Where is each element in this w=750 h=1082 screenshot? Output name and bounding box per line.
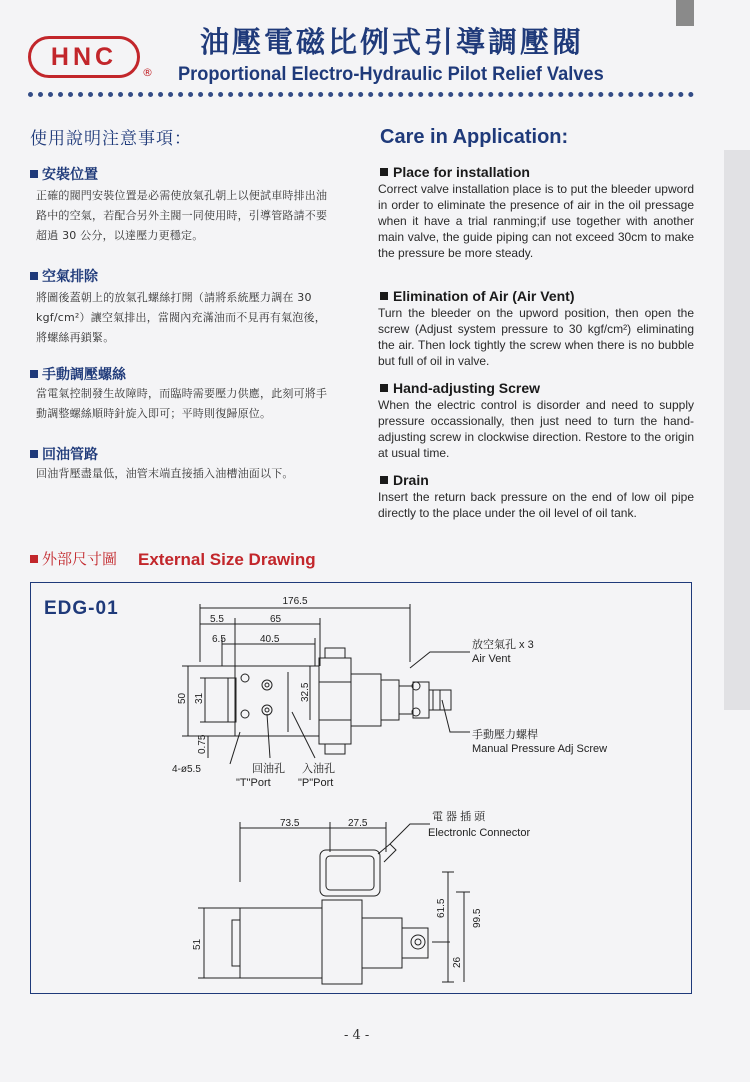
item-title-en: Place for installation <box>380 164 530 180</box>
registered-mark: ® <box>142 66 153 79</box>
page-title-zh: 油壓電磁比例式引導調壓閥 <box>200 25 585 59</box>
item-title-en: Elimination of Air (Air Vent) <box>380 288 575 304</box>
dim-99-5: 99.5 <box>472 908 483 928</box>
hnc-logo: HNC <box>28 36 140 78</box>
page-number: - 4 - <box>344 1028 370 1043</box>
dim-0-75: 0.75 <box>197 734 208 754</box>
bullet-square-icon <box>30 450 38 458</box>
bullet-square-icon <box>380 292 388 300</box>
dim-26: 26 <box>452 956 463 968</box>
bullet-square-icon <box>380 476 388 484</box>
item-body-zh: 正確的閥門安裝位置是必需使放氣孔朝上以便試車時排出油路中的空氣，若配合另外主閥一同使用時，引導管路請不要超過 30 公分，以達壓力更穩定。 <box>36 189 328 242</box>
item-body-en: Correct valve installation place is to put the bleeder upword in order to eliminate the presence of air in the oil pressage when it have a trial ranming;if use together with another main valve, the guide piping can not exceed 30cm to make the pressure be more steady. <box>378 182 694 260</box>
item-body-en: Turn the bleeder on the upword position, then open the screw (Adjust system pressure to 30 kgf/cm²) eliminating the air. Then lock tightly the screw when there is no bubble but full of oil in valve. <box>378 306 694 368</box>
dim-65: 65 <box>270 614 282 625</box>
label-manual-zh: 手動壓力螺桿 <box>472 729 538 741</box>
bullet-square-icon <box>30 370 38 378</box>
label-t-port-zh: 回油孔 <box>252 763 285 775</box>
dim-32-5: 32.5 <box>300 682 311 702</box>
label-connector-en: Electronlc Connector <box>428 827 531 839</box>
side-index-strip <box>724 150 750 710</box>
instructions-heading-en: Care in Application: <box>380 126 569 148</box>
dim-31: 31 <box>194 692 205 704</box>
bullet-square-icon <box>380 384 388 392</box>
bullet-square-icon <box>30 170 38 178</box>
dim-51: 51 <box>192 938 203 950</box>
item-title-zh: 回油管路 <box>30 444 98 464</box>
item-title-zh: 安裝位置 <box>30 164 98 184</box>
item-title-en: Drain <box>380 472 429 488</box>
page-title-en: Proportional Electro-Hydraulic Pilot Relief Valves <box>178 64 604 85</box>
dim-27-5: 27.5 <box>348 818 368 829</box>
item-title-zh: 手動調壓螺絲 <box>30 364 126 384</box>
page-tab-marker <box>676 0 694 26</box>
bullet-square-icon <box>380 168 388 176</box>
label-t-port-en: "T"Port <box>236 777 271 789</box>
item-body-zh: 當電氣控制發生故障時，而臨時需要壓力供應，此刻可將手動調整螺絲順時針旋入即可；平時則復歸原位。 <box>36 387 328 420</box>
item-title-en: Hand-adjusting Screw <box>380 380 540 396</box>
instructions-heading-zh: 使用說明注意事項： <box>30 129 192 149</box>
dim-holes: 4-ø5.5 <box>172 764 201 775</box>
model-label: EDG-01 <box>44 598 119 619</box>
label-manual-en: Manual Pressure Adj Screw <box>472 743 608 755</box>
dim-61-5: 61.5 <box>436 898 447 918</box>
dim-6-5: 6.5 <box>212 634 226 645</box>
item-title-zh: 空氣排除 <box>30 266 98 286</box>
item-body-zh: 將圖後蓋朝上的放氣孔螺絲打開（請將系統壓力調在 30 kgf/cm²）讓空氣排出，當閥內充滿油而不見再有氣泡後，將螺絲再鎖緊。 <box>36 291 326 344</box>
label-p-port-zh: 入油孔 <box>302 763 335 775</box>
drawing-heading-zh: 外部尺寸圖 <box>30 548 117 569</box>
dim-73-5: 73.5 <box>280 818 300 829</box>
item-body-zh: 回油背壓盡量低，油管末端直接插入油槽油面以下。 <box>36 467 294 480</box>
item-body-en: When the electric control is disorder and need to supply pressure occassionally, then just need to turn the hand-adjusting screw in clockwise direction. Restore to the origin at usual time. <box>378 398 694 460</box>
bullet-square-icon <box>30 272 38 280</box>
dim-50: 50 <box>177 692 188 704</box>
label-air-vent-zh: 放空氣孔 x 3 <box>472 639 534 651</box>
dim-40-5: 40.5 <box>260 634 280 645</box>
item-body-en: Insert the return back pressure on the end of low oil pipe directly to the place under the oil level of oil tank. <box>378 490 694 520</box>
label-p-port-en: "P"Port <box>298 777 334 789</box>
dim-5-5: 5.5 <box>210 614 224 625</box>
dotted-divider <box>28 92 694 97</box>
label-air-vent-en: Air Vent <box>472 653 511 665</box>
label-connector-zh: 電 器 插 頭 <box>432 811 486 823</box>
drawing-heading-en: External Size Drawing <box>138 550 316 569</box>
dim-overall: 176.5 <box>282 596 308 607</box>
bullet-square-icon <box>30 555 38 563</box>
dimension-drawing <box>30 582 692 994</box>
